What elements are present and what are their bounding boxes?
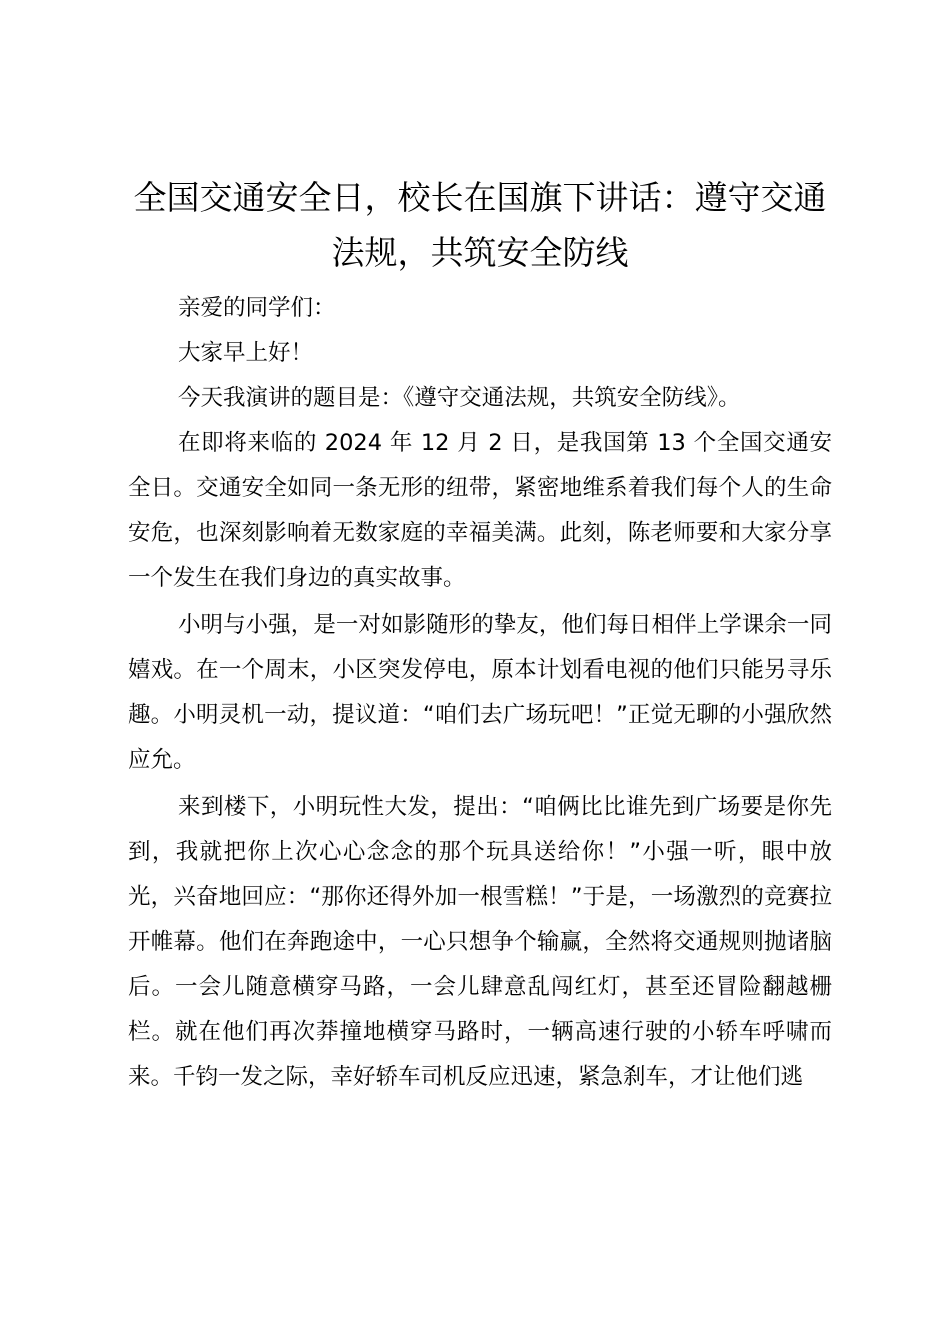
document-page xyxy=(128,170,832,1100)
document-title: 全国交通安全日，校长在国旗下讲话：遵守交通法规，共筑安全防线 xyxy=(133,178,827,272)
greeting: 大家早上好！ xyxy=(178,340,314,366)
speech-topic: 今天我演讲的题目是：《遵守交通法规，共筑安全防线》。 xyxy=(178,385,741,411)
paragraph-story-1: 小明与小强，是一对如影随形的挚友，他们每日相伴上学课余一同嬉戏。在一个周末，小区突发停电，原本计划看电视的他们只能另寻乐趣。小明灵机一动，提议道：“咱们去广场玩吧！”正觉无聊的小强欣然应允。 xyxy=(128,612,832,773)
paragraph-story-2: 来到楼下，小明玩性大发，提出：“咱俩比比谁先到广场要是你先到，我就把你上次心心念念的那个玩具送给你！”小强一听，眼中放光，兴奋地回应：“那你还得外加一根雪糕！”于是，一场激烈的竞赛拉开帷幕。他们在奔跑途中，一心只想争个输赢，全然将交通规则抛诸脑后。一会儿随意横穿马路，一会儿肆意乱闯红灯，甚至还冒险翻越栅栏。就在他们再次莽撞地横穿马路时，一辆高速行驶的小轿车呼啸而来。千钧一发之际，幸好轿车司机反应迅速，紧急刹车，才让他们逃 xyxy=(128,794,832,1090)
paragraph-intro: 在即将来临的 2024 年 12 月 2 日，是我国第 13 个全国交通安全日。交通安全如同一条无形的纽带，紧密地维系着我们每个人的生命安危，也深刻影响着无数家庭的幸福美满。此刻，陈老师要和大家分享一个发生在我们身边的真实故事。 xyxy=(128,430,832,591)
salutation: 亲爱的同学们： xyxy=(178,295,336,321)
